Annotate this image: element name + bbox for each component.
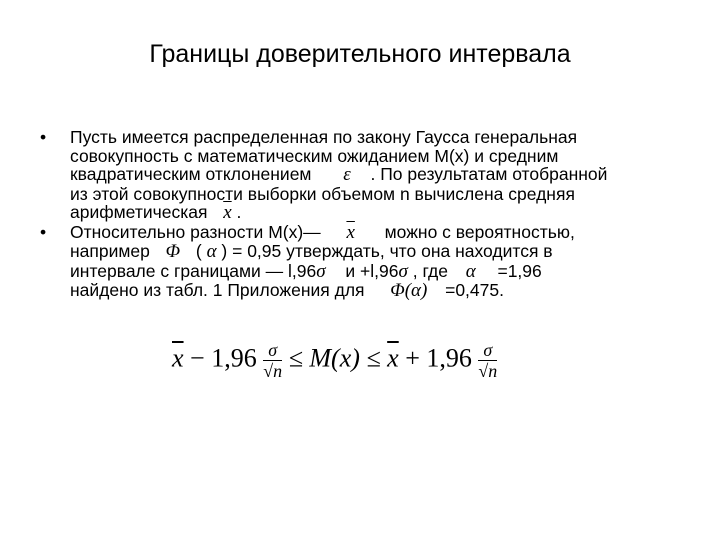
- x-bar-symbol: $\overline{x}$: [223, 202, 232, 223]
- fraction-numerator: σ: [268, 340, 278, 360]
- text-line: [70, 165, 690, 185]
- bullet-item-1: [40, 128, 690, 223]
- text-line: [70, 223, 690, 243]
- alpha-symbol: α: [206, 241, 217, 262]
- text-segment: . По результатам отобранной: [370, 164, 608, 184]
- phi-alpha-symbol: Φ(α): [390, 280, 428, 301]
- sigma-symbol: σ: [398, 260, 408, 282]
- slide-title: Границы доверительного интервала: [149, 40, 571, 68]
- bullet-list: [40, 128, 690, 301]
- x-bar-symbol: $\overline{x}$: [346, 221, 355, 243]
- sigma-symbol: σ: [316, 260, 326, 282]
- text-segment: арифметическая: [70, 202, 208, 222]
- fraction-numerator: σ: [483, 340, 493, 360]
- formula-coefficient: − 1,96: [190, 343, 257, 373]
- confidence-interval-formula: [172, 340, 497, 381]
- bullet-item-2: [40, 223, 690, 301]
- text-segment: ) = 0,95 утверждать, что она находится в: [221, 241, 553, 261]
- fraction: [263, 340, 282, 381]
- text-segment: .: [236, 202, 242, 222]
- text-segment: интервале с границами — l,96: [70, 260, 317, 281]
- text-line: Пусть имеется распределенная по закону Гаусса генеральная: [70, 127, 578, 147]
- text-line: [70, 203, 690, 223]
- epsilon-symbol: ε: [343, 164, 351, 185]
- text-segment: =1,96: [497, 260, 542, 281]
- formula-middle: ≤ M(x) ≤: [288, 343, 381, 373]
- text-line: совокупность с математическим ожиданием М(х) и средним: [70, 145, 559, 166]
- text-segment: =0,475.: [445, 280, 504, 300]
- x-bar-symbol: $\overline{x}$: [172, 343, 184, 373]
- bullet-marker: •: [40, 127, 47, 147]
- x-bar-symbol: $\overline{x}$: [387, 343, 399, 373]
- text-segment: Относительно разности М(х)—: [70, 221, 321, 242]
- text-line: [70, 281, 690, 301]
- alpha-symbol: α: [465, 260, 476, 282]
- text-line: [70, 242, 690, 262]
- fraction-denominator: √n: [263, 361, 283, 381]
- text-segment: квадратическим отклонением: [70, 164, 312, 184]
- text-line: из этой совокупности выборки объемом n вычислена средняя: [70, 183, 575, 204]
- text-segment: (: [195, 241, 202, 261]
- text-line: [70, 262, 690, 282]
- text-segment: например: [70, 241, 150, 261]
- phi-symbol: Φ: [165, 241, 181, 262]
- text-segment: и +l,96: [345, 260, 399, 281]
- bullet-marker: •: [40, 221, 47, 242]
- fraction-denominator: √n: [478, 361, 498, 381]
- text-segment: , где: [412, 260, 448, 281]
- text-segment: можно с вероятностью,: [384, 221, 575, 242]
- fraction: [478, 340, 497, 381]
- text-segment: найдено из табл. 1 Приложения для: [70, 280, 365, 300]
- formula-coefficient: + 1,96: [405, 343, 472, 373]
